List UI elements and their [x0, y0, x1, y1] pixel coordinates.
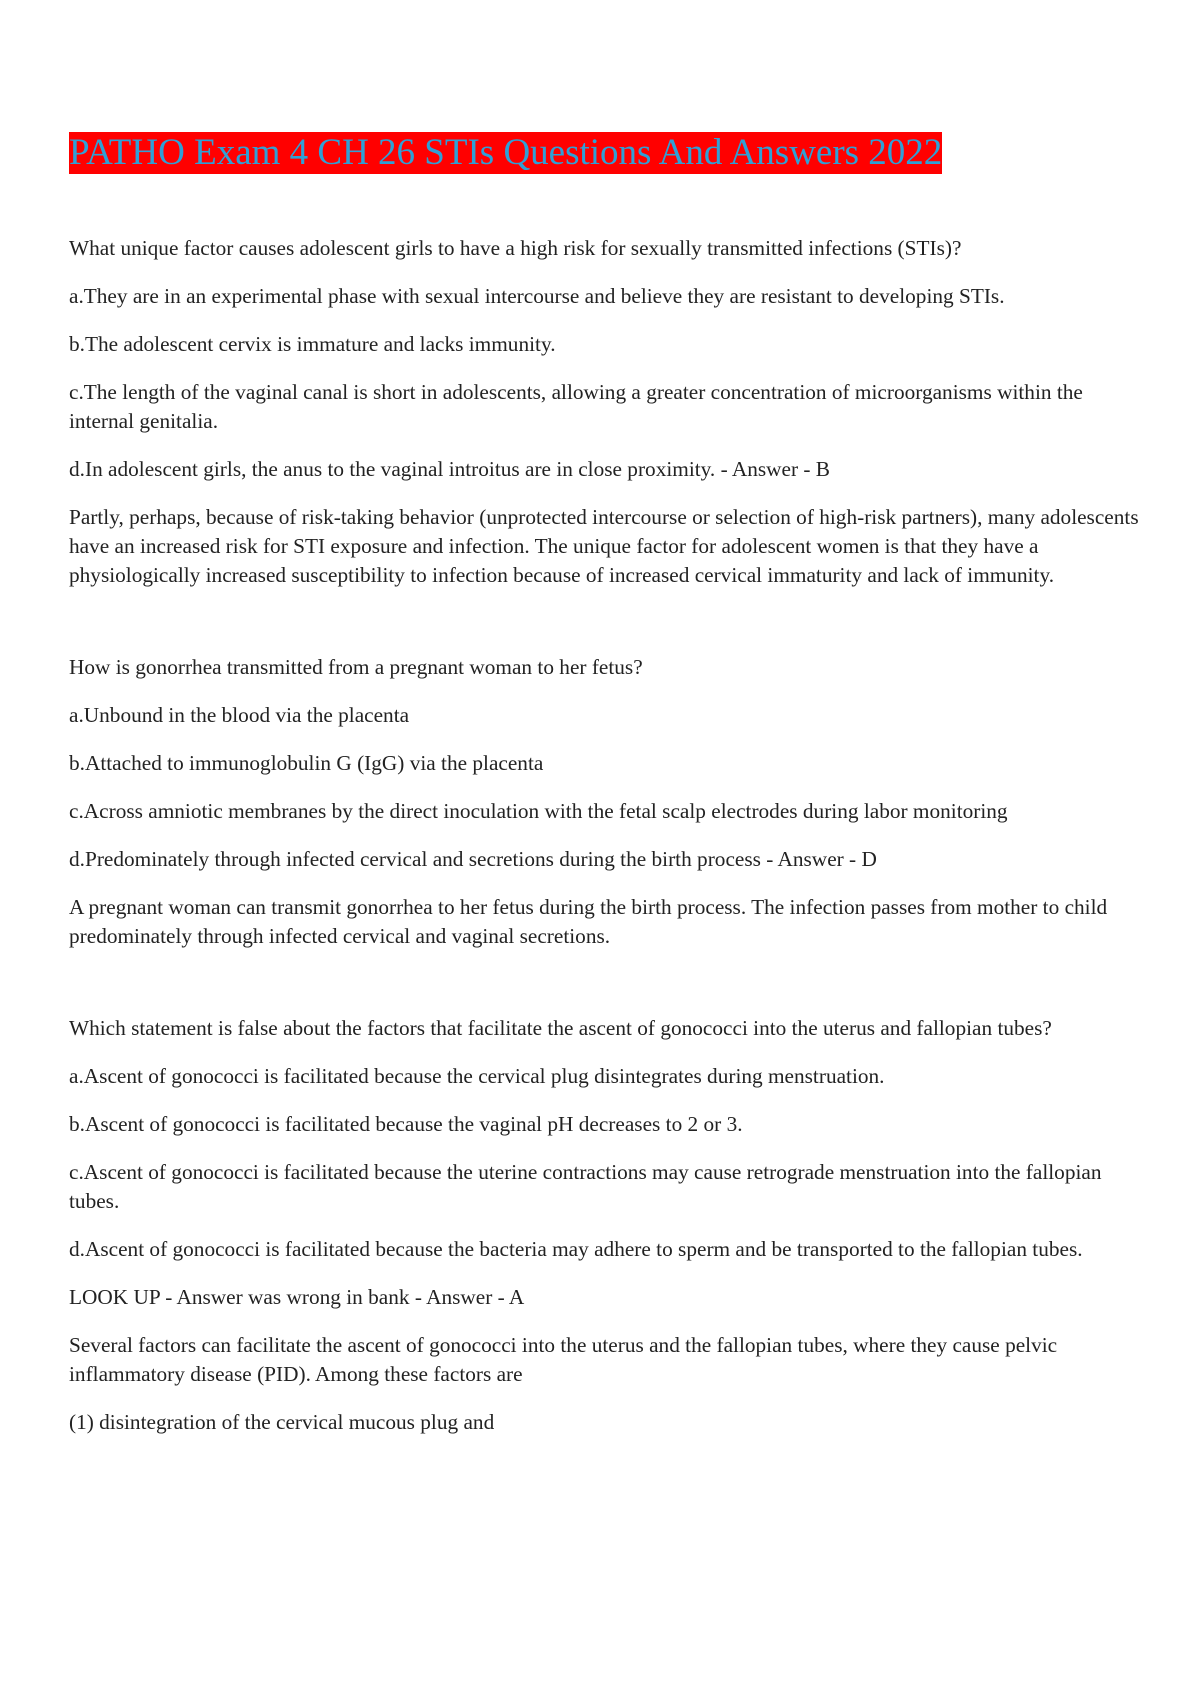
- document-content: [69, 132, 1139, 1456]
- option-a: a.They are in an experimental phase with sexual intercourse and believe they are resistant to developing STIs.: [69, 284, 1005, 308]
- option-c: c.Across amniotic membranes by the direct inoculation with the fetal scalp electrodes during labor monitoring: [69, 799, 1008, 823]
- rationale-text: Partly, perhaps, because of risk-taking behavior (unprotected intercourse or selection of high-risk partners), many adolescents have an increased risk for STI exposure and infection. The unique factor for adolescent women is that they have a physiologically increased susceptibility to infection because of increased cervical immaturity and lack of immunity.: [69, 505, 1139, 587]
- option-a: a.Ascent of gonococci is facilitated because the cervical plug disintegrates during menstruation.: [69, 1064, 885, 1088]
- option-a: a.Unbound in the blood via the placenta: [69, 703, 410, 727]
- option-b: b.Attached to immunoglobulin G (IgG) via the placenta: [69, 751, 544, 775]
- option-c: c.The length of the vaginal canal is short in adolescents, allowing a greater concentration of microorganisms within the internal genitalia.: [69, 380, 1083, 433]
- option-c: c.Ascent of gonococci is facilitated because the uterine contractions may cause retrograde menstruation into the fallopian tubes.: [69, 1160, 1102, 1213]
- question-text: Which statement is false about the factors that facilitate the ascent of gonococci into the uterus and fallopian tubes?: [69, 1016, 1052, 1040]
- title-wrap: [69, 132, 1139, 174]
- question-block-3: [69, 1014, 1139, 1437]
- question-text: What unique factor causes adolescent girls to have a high risk for sexually transmitted infections (STIs)?: [69, 236, 962, 260]
- question-block-1: [69, 234, 1139, 590]
- option-d: d.Ascent of gonococci is facilitated because the bacteria may adhere to sperm and be transported to the fallopian tubes.: [69, 1237, 1083, 1261]
- rationale-text: A pregnant woman can transmit gonorrhea to her fetus during the birth process. The infection passes from mother to child predominately through infected cervical and vaginal secretions.: [69, 895, 1108, 948]
- question-block-2: [69, 653, 1139, 951]
- option-b: b.The adolescent cervix is immature and lacks immunity.: [69, 332, 556, 356]
- answer-note: LOOK UP - Answer was wrong in bank - Answer - A: [69, 1285, 525, 1309]
- question-text: How is gonorrhea transmitted from a pregnant woman to her fetus?: [69, 655, 643, 679]
- option-d: d.In adolescent girls, the anus to the vaginal introitus are in close proximity. - Answer - B: [69, 457, 830, 481]
- rationale-list-item: (1) disintegration of the cervical mucous plug and: [69, 1410, 495, 1434]
- option-b: b.Ascent of gonococci is facilitated because the vaginal pH decreases to 2 or 3.: [69, 1112, 743, 1136]
- document-title: PATHO Exam 4 CH 26 STIs Questions And Answers 2022: [69, 132, 943, 173]
- rationale-text: Several factors can facilitate the ascent of gonococci into the uterus and the fallopian tubes, where they cause pelvic inflammatory disease (PID). Among these factors are: [69, 1333, 1058, 1386]
- option-d: d.Predominately through infected cervical and secretions during the birth process - Answer - D: [69, 847, 877, 871]
